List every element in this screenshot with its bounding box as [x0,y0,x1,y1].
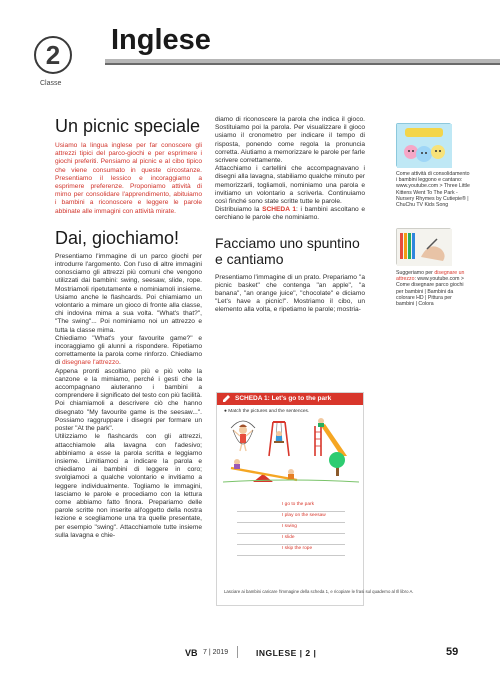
worksheet-footnote: Lasciare ai bambini caricare l'immagine della scheda 1, e ricopiare le frasi sul quaderno al Ill libro A. [224,589,414,594]
worksheet-instruction: ● Match the pictures and the sentences. [224,409,310,414]
swing-figure [269,422,289,456]
article-title: Un picnic speciale [55,116,201,136]
issue-number: 7 | 2019 [203,649,229,656]
sentence-text: I skip the rope [282,546,313,551]
grade-label: Classe [40,80,62,87]
video-thumbnail-cuties[interactable] [396,123,451,167]
page-header [0,0,500,94]
pencil-icon [222,395,231,403]
body-paragraph [215,206,365,222]
sidebar-text: Suggeriamo per [396,270,435,276]
sentence-row[interactable] [235,502,347,513]
body-paragraph: Appena pronti ascoltiamo più e più volte la canzone e la mimiamo, perché i gesti che la accompagnano aiuteranno i bambini a comprendere il significato del testo con più facilità. [55,367,202,400]
body-paragraph: Poi chiamiamoli a descrivere ciò che hanno disegnato "My favourite game is the seesaw...". Possiamo raggruppare i disegni per formare un poster "At the park". [55,400,202,433]
song-video-link[interactable]: www.youtube.com > Three Little Kittens Went To The Park - Nursery Rhymes by Cutiepie® | ChuChu TV Kids Song [396,183,470,209]
body-text: . [118,359,121,367]
body-paragraph [55,335,202,368]
body-text: Distribuiamo la [215,206,263,214]
skipping-girl-figure [231,421,255,451]
writing-line [237,544,345,545]
writing-line [237,522,345,523]
sentence-text: I swing [282,524,297,529]
sentence-row[interactable] [235,513,347,524]
header-divider-dark [105,63,500,65]
left-column [55,116,202,540]
sentence-row[interactable] [235,546,347,557]
writing-line [237,555,345,556]
drawing-link[interactable]: disegnare l'attrezzo [61,359,119,367]
sentence-row[interactable] [235,524,347,535]
worksheet-scheda-1 [216,392,414,606]
body-text: : i bambini ascoltano e cerchiano le parole che nominiamo. [215,206,365,222]
sidebar-note-drawing [396,270,470,307]
sentence-text: I go to the park [282,502,314,507]
body-paragraph: Presentiamo l'immagine di un prato. Prepariamo "a picnic basket" che contenga "an apple", "a banana", "an orange juice", "chocolate" e diciamo "Let's have a picnic!". Mostriamo il cibo, un elemento alla volta, e ripetiamo le parole; mostria- [215,273,365,314]
subject-title: Inglese [111,24,211,56]
writing-line [237,533,345,534]
sentence-row[interactable] [235,535,347,546]
section-title-picnic: Facciamo uno spuntino e cantiamo [215,234,360,267]
scheda-reference: SCHEDA 1 [262,206,297,214]
cartoon-kittens-icon [397,124,452,168]
drawing-hand-icon [397,229,452,266]
grade-badge [34,36,72,74]
body-paragraph: Utilizziamo le flashcards con gli attrezzi, attacchiamole alla lavagna con l'adesivo; abbiniamo a esse la parola scritta e leggiamo insieme. Limitiamoci a indicare la parola e chiediamo ai bambini di leggere in coro; svolgiamoci a qualche volontario e invitiamo a leggere individualmente. Togliamo le immagini, lasciamo le parole e procediamo con la lettura come abbiamo fatto finora. Prepariamo delle parole scritte non inserite all'oggetto della nostra lezione e scegliamone una tra quelle presentate, per esempio "swing". Attacchiamole tutte insieme sulla lavagna e chie- [55,433,202,539]
drawing-video-link[interactable]: : www.youtube.com > Come disegnare parco giochi per bambini | Bambini da colorare HD | Pittura per bambini | Colora [396,276,464,308]
drawing-suggestion-highlight: disegnare un attrezzo [396,270,465,283]
magazine-logo: VB [185,648,198,658]
sentence-text: I slide [282,535,295,540]
worksheet-title: SCHEDA 1: Let's go to the park [235,395,332,402]
sentence-list [235,502,347,557]
writing-line [237,511,345,512]
body-paragraph: Attacchiamo i cartellini che accompagnavano i disegni alla lavagna, stabiliamo qualche minuto per memorizzarli, togliamoli, nominiamo una parola e invitiamo un volontario a scriverla. Continuiamo così finché sono state scritte tutte le parole. [215,165,365,206]
sidebar-note-song [396,171,470,208]
sentence-text: I play on the seesaw [282,513,326,518]
sidebar-text: Come attività di consolidamento i bambini leggono e cantano: [396,171,470,184]
grade-number: 2 [45,39,61,70]
footer-subject: INGLESE | 2 | [256,648,317,658]
body-text: Chiediamo "What's your favourite game?" e incoraggiamo gli alunni a rispondere. Ripetiamo correttamente la parola come rinforzo. Chiediamo di [55,334,202,367]
middle-column [215,116,365,315]
slide-figure [315,418,347,456]
video-thumbnail-drawing[interactable] [396,228,451,265]
worksheet-header [217,393,363,405]
intro-paragraph: Usiamo la lingua inglese per far conoscere gli attrezzi tipici del parco-giochi e per esprimere i giochi preferiti. Pensiamo al picnic e al cibo tipico che viene consumato in queste circostanze. Presentiamo il lessico e incoraggiamo a esprimere preferenze. Proponiamo attività di mimo per consolidare l'apprendimento, abituiamo i bambini a riconoscere e leggere le parole abbinate alle immagini con attività mirate. [55,142,202,215]
section-title-play: Dai, giochiamo! [55,227,180,248]
page-footer [0,642,500,664]
page-number: 59 [446,646,459,658]
playground-illustration [223,416,359,486]
footer-divider [237,646,238,658]
body-paragraph: Presentiamo l'immagine di un parco giochi per introdurre l'argomento. Con l'uso di altre immagini conosciamo gli attrezzi più comuni che vengono utilizzati dai bambini: swing, seesaw, slide, rope. Mostriamoli ripetutamente e nominiamoli insieme. Usiamo anche le flashcards. Poi chiamiamo un volontario a mimare un gioco di fronte alla classe, chi indovina mima a sua volta. "What's that?", "The swing"... Poi nominiamo noi un attrezzo e tutta la classe mima. [55,252,202,334]
tree-figure [329,452,345,476]
seesaw-figure [231,459,297,482]
body-paragraph: diamo di riconoscere la parola che indica il gioco. Sostituiamo poi la parola. Per visualizzare il gioco usiamo il cronometro per indicare il tempo di risposta, ponendo come regola la pronuncia corretta. Aiutiamo a memorizzare le parole per farle scrivere correttamente. [215,116,365,165]
